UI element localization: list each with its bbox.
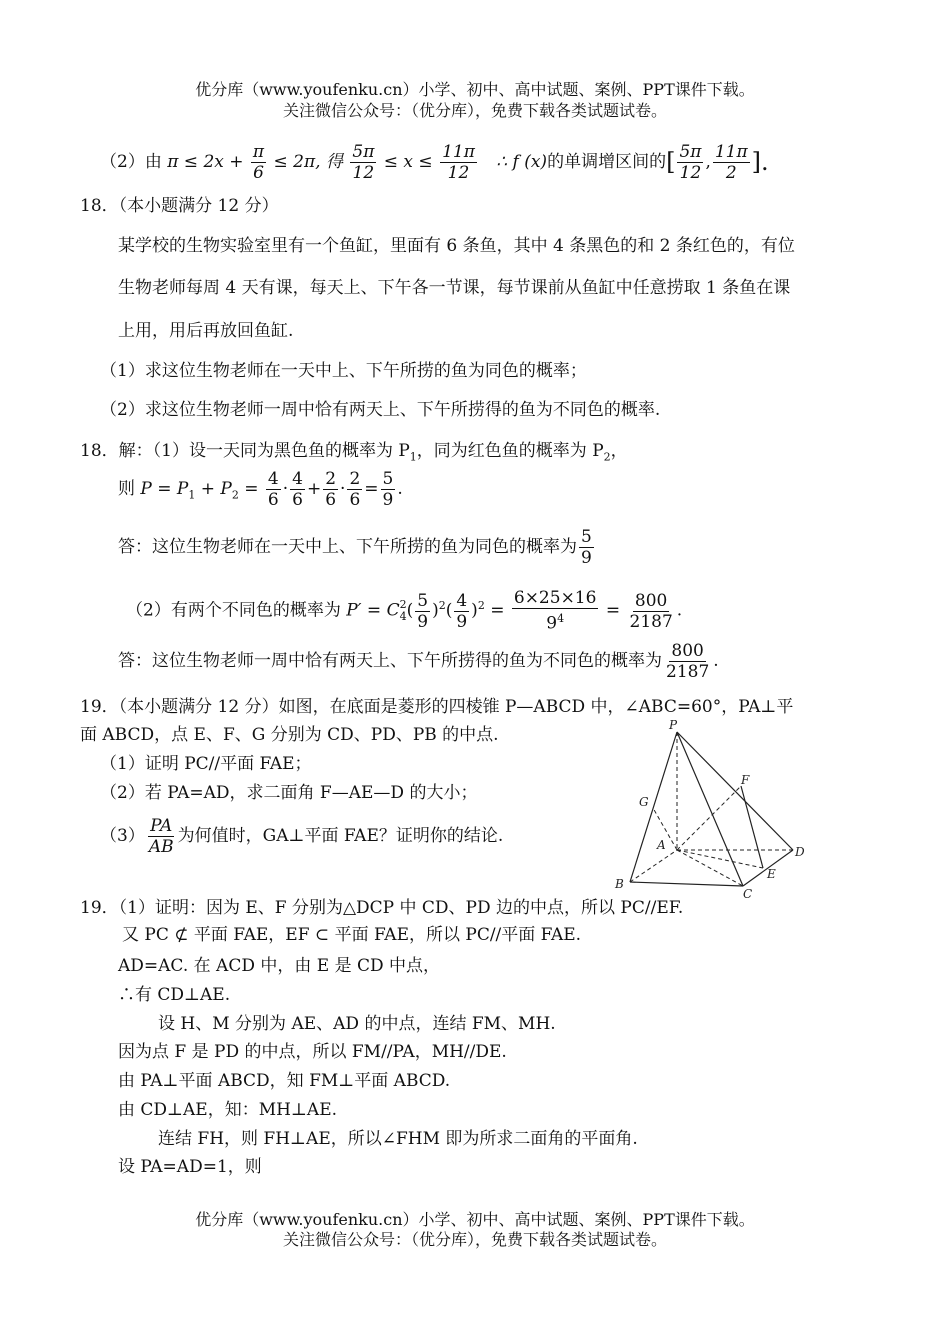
q17-expr-4: ∴ f (x) — [496, 152, 548, 172]
a18-answer-1: 答：这位生物老师在一天中上、下午所捞的鱼为同色的概率为 $\frac{5}{9}$ — [118, 527, 592, 568]
edge-AF — [677, 786, 741, 850]
pyramid-figure — [605, 718, 815, 898]
a18-ans2-frac: $\frac{800}{2187}$ — [666, 641, 710, 682]
q17-expr-2: ≤ 2π, 得 — [273, 152, 343, 172]
a19-line-4: ∴有 CD⊥AE. — [118, 985, 231, 1005]
a18-frac-b: $\frac{4}{6}$ — [292, 469, 303, 510]
label-P: P — [669, 718, 678, 732]
footer-line-1: 优分库（www.youfenku.cn）小学、初中、高中试题、案例、PPT课件下载。 — [195, 1210, 755, 1229]
q19-part-2: （2）若 PA=AD，求二面角 F—AE—D 的大小； — [100, 783, 478, 803]
a19-line-6: 因为点 F 是 PD 的中点，所以 FM//PA，MH//DE. — [118, 1042, 507, 1062]
header-line-1: 优分库（www.youfenku.cn）小学、初中、高中试题、案例、PPT课件下载。 — [195, 80, 755, 99]
label-D: D — [795, 845, 805, 859]
a19-line-10: 设 PA=AD=1，则 — [118, 1157, 262, 1177]
edge-AE — [677, 850, 763, 868]
a18-frac-800: $\frac{800}{2187}$ — [629, 590, 673, 632]
q17-comma: , — [705, 152, 711, 172]
a18-frac-a: $\frac{4}{6}$ — [267, 469, 279, 510]
a19-line-3: AD=AC. 在 ACD 中，由 E 是 CD 中点， — [118, 956, 441, 976]
q17-frac-5pi12-b: $\frac{5\pi}{12}$ — [679, 142, 702, 183]
q18-body-2: 生物老师每周 4 天有课，每天上、下午各一节课，每节课前从鱼缸中任意捞取 1 条鱼在课 — [118, 278, 791, 298]
a19-line-9: 连结 FH，则 FH⊥AE，所以∠FHM 即为所求二面角的平面角. — [158, 1129, 638, 1149]
q17-frac-pi6: $\frac{\pi}{6}$ — [252, 142, 265, 183]
label-F: F — [741, 773, 750, 787]
label-A: A — [657, 838, 666, 852]
edge-FE — [741, 786, 763, 868]
a18-answer-2: 答：这位生物老师一周中恰有两天上、下午所捞得的鱼为不同色的概率为 $\frac{800}{2187}$ . — [118, 641, 719, 682]
q17-end: ]. — [751, 148, 769, 176]
a18-frac-c: $\frac{2}{6}$ — [325, 469, 337, 510]
q19-title: 19．（本小题满分 12 分）如图，在底面是菱形的四棱锥 P—ABCD 中，∠ABC=60°，PA⊥平 — [80, 697, 794, 717]
q17-frac-11pi2: $\frac{11\pi}{2}$ — [714, 142, 748, 183]
edge-AC — [677, 850, 743, 886]
q19-frac-pa-ab: $\frac{PA}{AB}$ — [148, 816, 174, 857]
q18-part-2: （2）求这位生物老师一周中恰有两天上、下午所捞得的鱼为不同色的概率. — [100, 400, 661, 420]
label-B: B — [615, 877, 624, 891]
label-G: G — [639, 795, 649, 809]
q19-part-3: （3） $\frac{PA}{AB}$ 为何值时，GA⊥平面 FAE？证明你的结论. — [100, 816, 504, 857]
edge-PB — [630, 732, 677, 882]
a18-frac-5-9: $\frac{5}{9}$ — [417, 590, 429, 632]
a18-intro: 18．解：（1）设一天同为黑色鱼的概率为 $P_1$，同为红色鱼的概率为 $P_2$， — [80, 441, 628, 464]
q17-frac-5pi12: $\frac{5\pi}{12}$ — [352, 142, 375, 183]
header-line-2: 关注微信公众号：（优分库），免费下载各类试题试卷。 — [282, 101, 667, 120]
a18-ans1-frac: $\frac{5}{9}$ — [581, 527, 592, 568]
q18-body-1: 某学校的生物实验室里有一个鱼缸，里面有 6 条鱼，其中 4 条黑色的和 2 条红色的，有位 — [118, 236, 795, 256]
q17-lbracket: [ — [666, 148, 676, 176]
q18-body-3: 上用，用后再放回鱼缸. — [118, 321, 294, 341]
q19-part-1: （1）证明 PC//平面 FAE； — [100, 754, 312, 774]
a19-line-7: 由 PA⊥平面 ABCD，知 FM⊥平面 ABCD. — [118, 1071, 451, 1091]
a19-line-5: 设 H、M 分别为 AE、AD 的中点，连结 FM、MH. — [158, 1014, 556, 1034]
footer-line-2: 关注微信公众号：（优分库），免费下载各类试题试卷。 — [282, 1230, 667, 1249]
edge-BC — [630, 882, 743, 886]
a19-line-2: 又 PC ⊄ 平面 FAE，EF ⊂ 平面 FAE，所以 PC//平面 FAE. — [122, 925, 582, 945]
a18-frac-result: $\frac{5}{9}$ — [382, 469, 394, 510]
q18-title: 18．（本小题满分 12 分） — [80, 196, 279, 216]
q17-prefix: （2）由 — [100, 152, 162, 172]
edge-AB — [630, 850, 677, 882]
label-E: E — [767, 867, 776, 881]
q18-part-1: （1）求这位生物老师在一天中上、下午所捞的鱼为同色的概率； — [100, 361, 587, 381]
a18-frac-product: $\frac{6\times 25\times 16}{9^4}$ — [513, 588, 597, 634]
q17-expr-1: π ≤ 2x + — [167, 152, 244, 172]
q19-title-2: 面 ABCD，点 E、F、G 分别为 CD、PD、PB 的中点. — [80, 725, 499, 745]
a18-frac-4-9: $\frac{4}{9}$ — [456, 590, 468, 632]
a19-line-8: 由 CD⊥AE，知：MH⊥AE. — [118, 1100, 338, 1120]
a18-frac-d: $\frac{2}{6}$ — [349, 469, 361, 510]
q17-part2-line — [100, 141, 769, 183]
a18-equation-2: （2）有两个不同色的概率为 P′ = C 2 4 ( $\frac{5}{9}$ )$^2$( $\frac{4}{9}$ )$^2$ = $\frac{6\times 25\times 16}{9^4}$ = $\frac{800}{2187}$ . — [126, 588, 683, 634]
label-C: C — [743, 887, 753, 898]
q17-frac-11pi12: $\frac{11\pi}{12}$ — [442, 142, 475, 183]
q17-expr-5: 的单调增区间的 — [547, 152, 667, 172]
a19-line-1: 19．（1）证明：因为 E、F 分别为△DCP 中 CD、PD 边的中点，所以 PC//EF. — [80, 898, 684, 918]
a18-equation-1: 则 $P = P_1 + P_2$ = $\frac{4}{6}$ · $\frac{4}{6}$ + $\frac{2}{6}$ · $\frac{2}{6}$ = $\frac{5}{9}$ . — [118, 469, 403, 510]
q17-expr-3: ≤ x ≤ — [383, 152, 433, 172]
edge-PC — [677, 732, 743, 886]
